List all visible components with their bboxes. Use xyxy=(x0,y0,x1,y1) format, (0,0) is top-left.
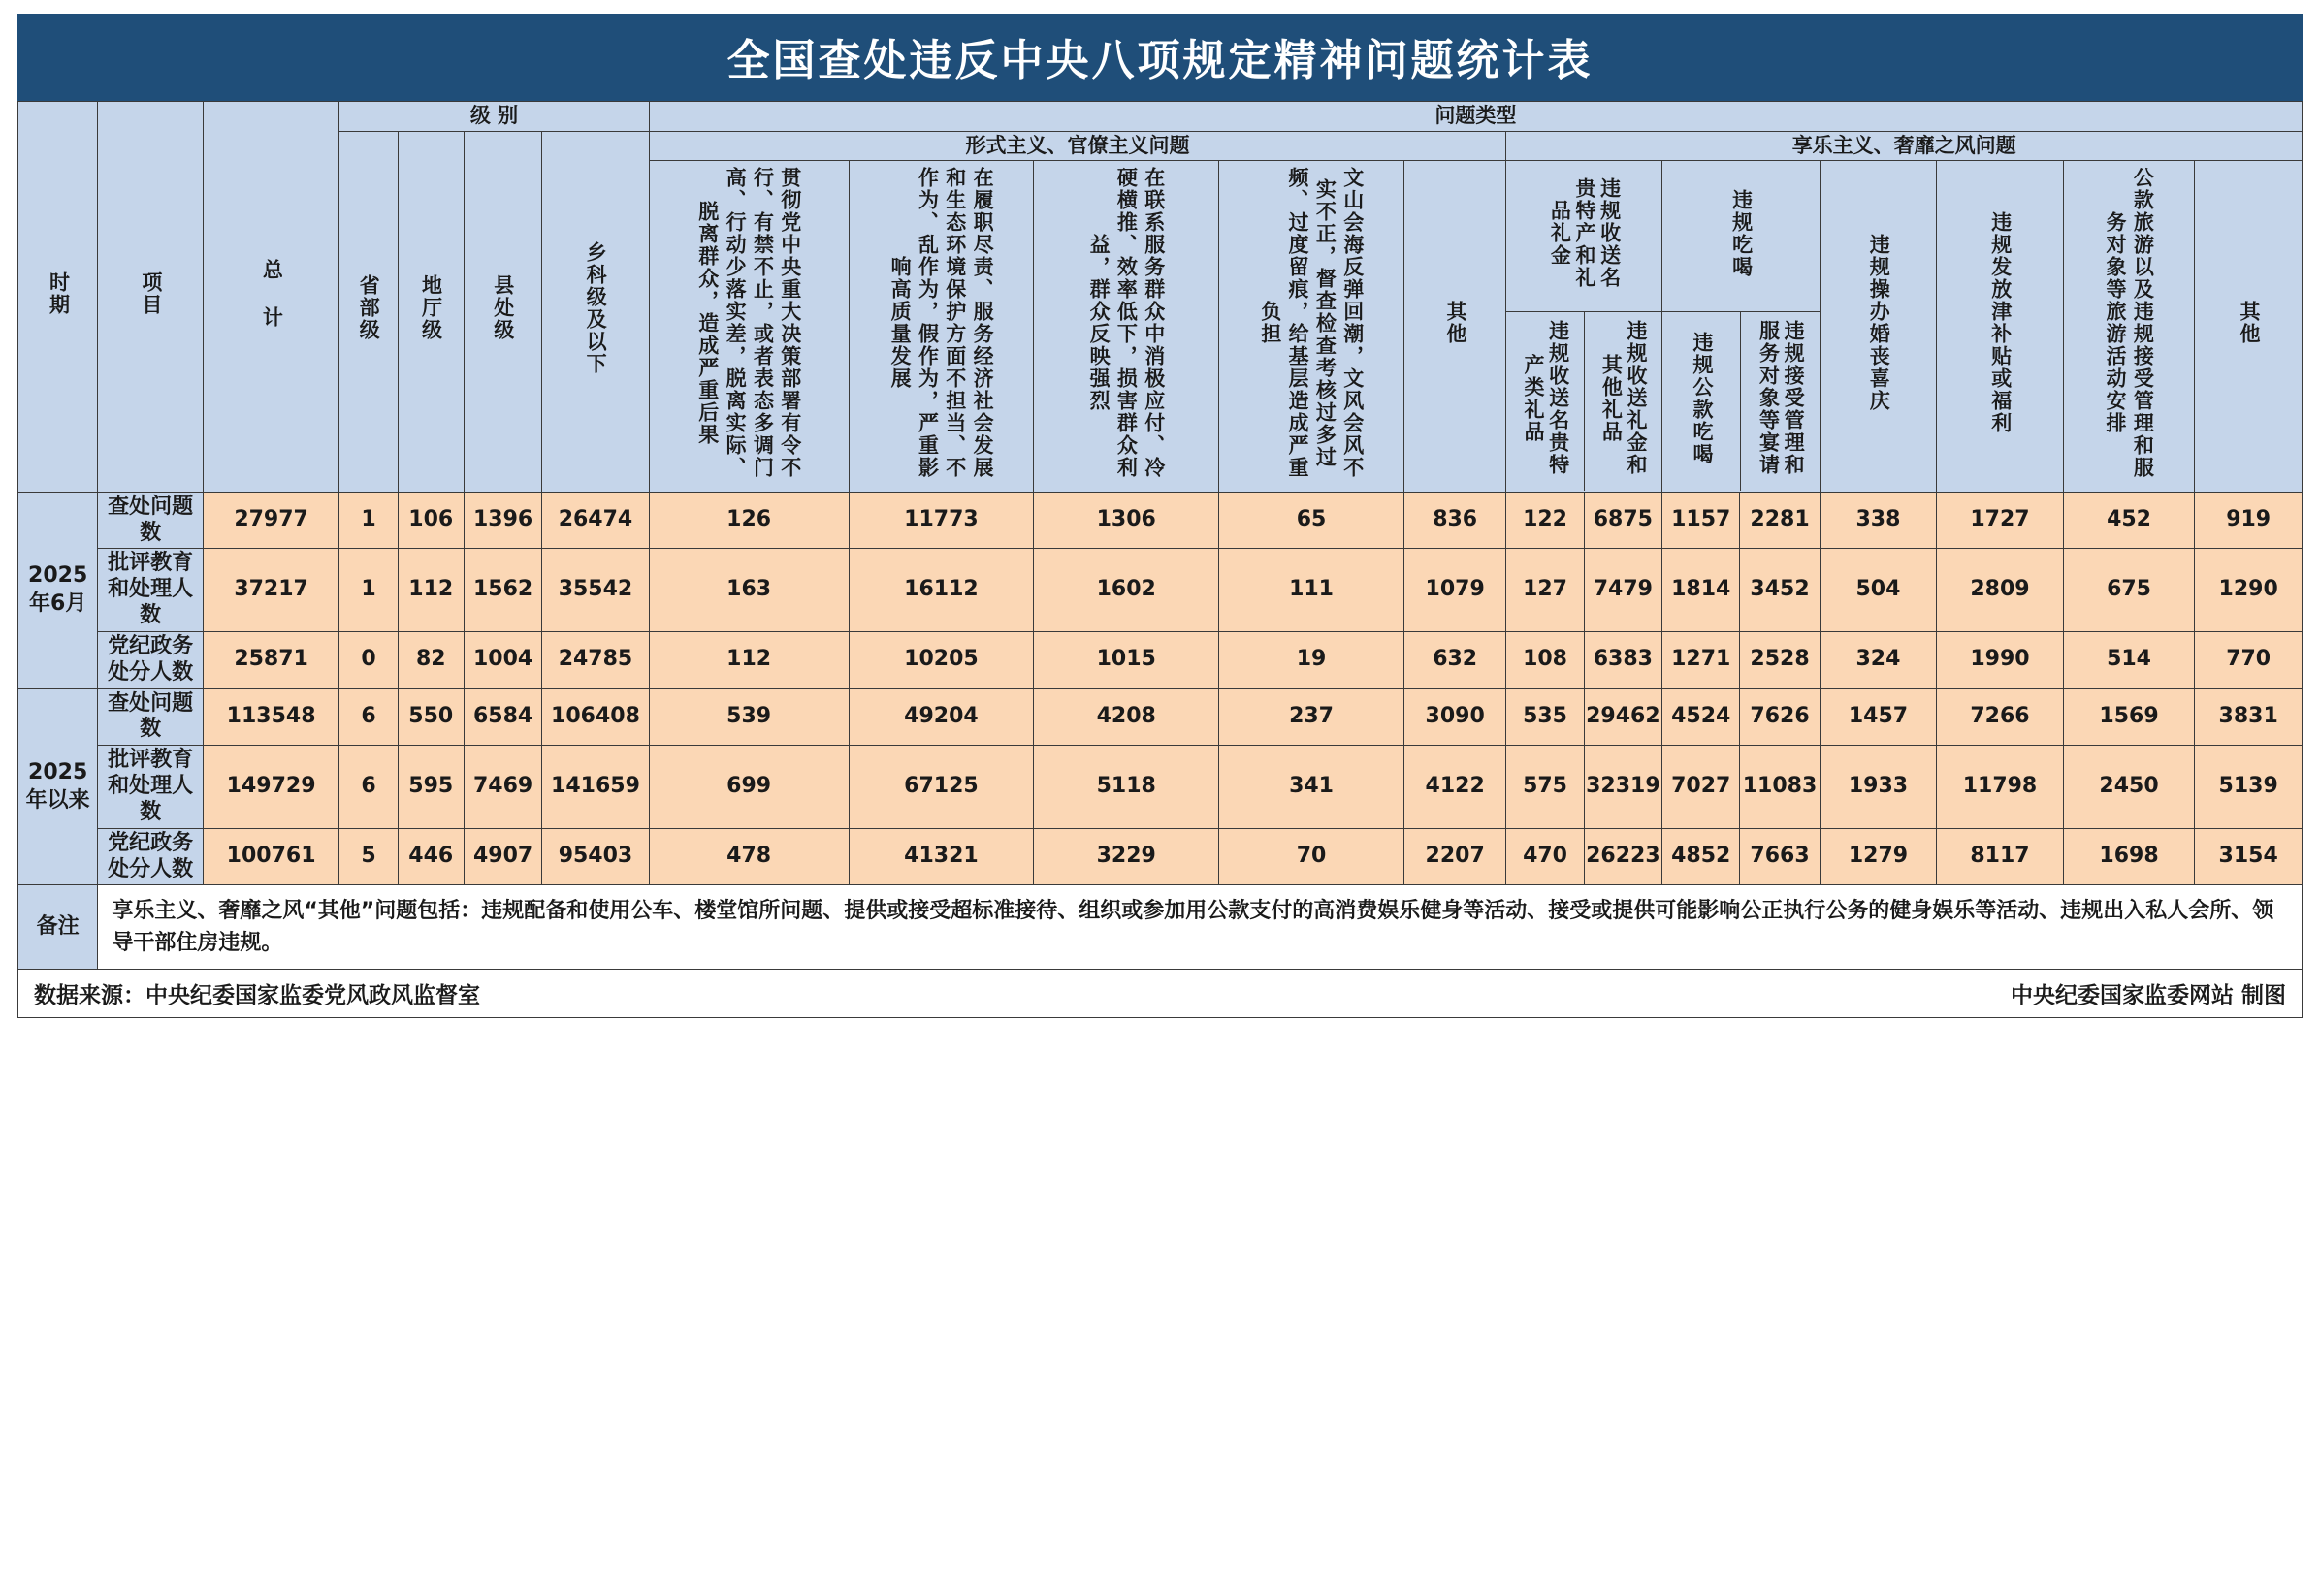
cell-formalism-other: 1079 xyxy=(1403,549,1505,631)
note-row xyxy=(18,885,2303,970)
cell-formalism-1: 163 xyxy=(649,549,849,631)
cell-hedonism-6: 11798 xyxy=(1937,746,2064,828)
header-hedonism-col-1 xyxy=(1506,312,1584,492)
footer xyxy=(17,970,2303,1018)
cell-hedonism-3: 1271 xyxy=(1662,631,1740,688)
header-hedonism-col-other-label: 其他 xyxy=(2237,301,2261,346)
cell-hedonism-1: 470 xyxy=(1506,828,1584,885)
cell-hedonism-3: 4852 xyxy=(1662,828,1740,885)
header-hedonism-col-5 xyxy=(1820,161,1937,493)
header-hedonism-col-7 xyxy=(2063,161,2195,493)
cell-level-diting: 550 xyxy=(398,688,464,746)
cell-formalism-4: 237 xyxy=(1219,688,1404,746)
header-hedonism-col-4-label: 违规接受管理和服务对象等宴请 xyxy=(1756,320,1806,477)
cell-level-sheng: 0 xyxy=(339,631,398,688)
header-hedonism-col-5-label: 违规操办婚丧喜庆 xyxy=(1867,234,1891,413)
cell-formalism-3: 1015 xyxy=(1034,631,1219,688)
header-hedonism-col-6-label: 违规发放津补贴或福利 xyxy=(1988,211,2013,435)
cell-total: 27977 xyxy=(203,492,339,549)
cell-hedonism-other: 1290 xyxy=(2195,549,2303,631)
cell-total: 113548 xyxy=(203,688,339,746)
cell-level-xianchu: 7469 xyxy=(464,746,541,828)
header-hedonism-col-1-label: 违规收送名贵特产类礼品 xyxy=(1522,320,1570,477)
cell-formalism-3: 1306 xyxy=(1034,492,1219,549)
cell-hedonism-1: 108 xyxy=(1506,631,1584,688)
cell-hedonism-5: 324 xyxy=(1820,631,1937,688)
cell-hedonism-7: 675 xyxy=(2063,549,2195,631)
row-label: 查处问题数 xyxy=(98,492,203,549)
header-hedonism-col-2 xyxy=(1584,312,1661,492)
header-formalism-col-1 xyxy=(649,161,849,493)
header-total xyxy=(203,102,339,493)
cell-formalism-other: 3090 xyxy=(1403,688,1505,746)
cell-hedonism-5: 338 xyxy=(1820,492,1937,549)
header-item-label: 项目 xyxy=(139,271,163,316)
cell-formalism-2: 11773 xyxy=(849,492,1034,549)
table-row xyxy=(18,746,2303,828)
header-formalism-col-1-label: 贯彻党中央重大决策部署有令不行、有禁不止，或者表态多调门高、行动少落实差，脱离实际、脱离群众，造成严重后果 xyxy=(693,163,803,483)
header-hedonism-col-2-label: 违规收送礼金和其他礼品 xyxy=(1599,320,1648,477)
row-period-2025-since xyxy=(18,688,98,885)
cell-level-sheng: 1 xyxy=(339,492,398,549)
cell-hedonism-4: 2281 xyxy=(1740,492,1820,549)
cell-hedonism-1: 575 xyxy=(1506,746,1584,828)
cell-hedonism-2: 29462 xyxy=(1584,688,1661,746)
cell-level-diting: 106 xyxy=(398,492,464,549)
cell-formalism-4: 19 xyxy=(1219,631,1404,688)
cell-level-xiangke: 106408 xyxy=(542,688,649,746)
cell-level-xiangke: 35542 xyxy=(542,549,649,631)
header-level-xiangke-label: 乡科级及以下 xyxy=(582,163,609,454)
cell-formalism-3: 5118 xyxy=(1034,746,1219,828)
row-period-2025-since-label: 2025年以来 xyxy=(25,759,90,813)
cell-formalism-4: 65 xyxy=(1219,492,1404,549)
cell-hedonism-7: 1569 xyxy=(2063,688,2195,746)
cell-hedonism-5: 1457 xyxy=(1820,688,1937,746)
header-hedonism-col-other xyxy=(2195,161,2303,493)
header-hedonism-col-7-label: 公款旅游以及违规接受管理和服务对象等旅游活动安排 xyxy=(2102,163,2157,483)
cell-hedonism-6: 8117 xyxy=(1937,828,2064,885)
cell-level-xiangke: 24785 xyxy=(542,631,649,688)
cell-formalism-1: 478 xyxy=(649,828,849,885)
cell-formalism-2: 10205 xyxy=(849,631,1034,688)
row-period-2025-06 xyxy=(18,492,98,688)
header-level-group: 级 别 xyxy=(339,102,649,132)
row-label: 批评教育和处理人数 xyxy=(98,549,203,631)
header-problem-type: 问题类型 xyxy=(649,102,2302,132)
header-formalism-col-4 xyxy=(1219,161,1404,493)
cell-level-diting: 595 xyxy=(398,746,464,828)
cell-formalism-4: 70 xyxy=(1219,828,1404,885)
header-group-hedonism: 享乐主义、奢靡之风问题 xyxy=(1506,131,2303,161)
header-formalism-col-2-label: 在履职尽责、服务经济社会发展和生态环境保护方面不担当、不作为、乱作为，假作为，严重影响高质量发展 xyxy=(886,163,996,483)
cell-hedonism-other: 770 xyxy=(2195,631,2303,688)
header-hedonism-gift-group xyxy=(1506,162,1661,312)
table-row xyxy=(18,492,2303,549)
cell-level-xianchu: 1396 xyxy=(464,492,541,549)
table-row xyxy=(18,549,2303,631)
cell-hedonism-1: 535 xyxy=(1506,688,1584,746)
cell-hedonism-2: 6383 xyxy=(1584,631,1661,688)
cell-formalism-3: 3229 xyxy=(1034,828,1219,885)
cell-hedonism-other: 3831 xyxy=(2195,688,2303,746)
cell-formalism-1: 539 xyxy=(649,688,849,746)
cell-total: 100761 xyxy=(203,828,339,885)
cell-hedonism-4: 7626 xyxy=(1740,688,1820,746)
cell-hedonism-4: 11083 xyxy=(1740,746,1820,828)
cell-level-xianchu: 6584 xyxy=(464,688,541,746)
cell-hedonism-2: 32319 xyxy=(1584,746,1661,828)
cell-formalism-other: 836 xyxy=(1403,492,1505,549)
cell-level-sheng: 1 xyxy=(339,549,398,631)
row-label: 党纪政务处分人数 xyxy=(98,828,203,885)
cell-hedonism-7: 1698 xyxy=(2063,828,2195,885)
header-hedonism-eat-group-label: 违规吃喝 xyxy=(1729,188,1754,278)
footer-source: 数据来源：中央纪委国家监委党风政风监督室 xyxy=(34,983,480,1009)
row-label: 查处问题数 xyxy=(98,688,203,746)
cell-hedonism-3: 1157 xyxy=(1662,492,1740,549)
cell-level-diting: 446 xyxy=(398,828,464,885)
cell-hedonism-7: 514 xyxy=(2063,631,2195,688)
note-label: 备注 xyxy=(18,885,98,970)
cell-hedonism-2: 26223 xyxy=(1584,828,1661,885)
cell-hedonism-6: 2809 xyxy=(1937,549,2064,631)
cell-formalism-3: 1602 xyxy=(1034,549,1219,631)
cell-level-xianchu: 4907 xyxy=(464,828,541,885)
header-formalism-col-other-label: 其他 xyxy=(1443,301,1467,346)
header-hedonism-gift-group-cell xyxy=(1506,161,1662,493)
cell-formalism-4: 341 xyxy=(1219,746,1404,828)
header-hedonism-col-6 xyxy=(1937,161,2064,493)
row-period-2025-06-label: 2025年6月 xyxy=(28,563,88,616)
cell-hedonism-5: 1933 xyxy=(1820,746,1937,828)
header-period xyxy=(18,102,98,493)
row-label: 党纪政务处分人数 xyxy=(98,631,203,688)
header-hedonism-gift-group-label: 违规收送名贵特产和礼品礼金 xyxy=(1548,177,1622,290)
cell-hedonism-7: 2450 xyxy=(2063,746,2195,828)
cell-level-xianchu: 1562 xyxy=(464,549,541,631)
header-formalism-col-2 xyxy=(849,161,1034,493)
cell-level-sheng: 5 xyxy=(339,828,398,885)
cell-hedonism-4: 7663 xyxy=(1740,828,1820,885)
cell-hedonism-other: 5139 xyxy=(2195,746,2303,828)
cell-hedonism-3: 4524 xyxy=(1662,688,1740,746)
header-formalism-col-other xyxy=(1403,161,1505,493)
note-text: 享乐主义、奢靡之风“其他”问题包括：违规配备和使用公车、楼堂馆所问题、提供或接受超标准接待、组织或参加用公款支付的高消费娱乐健身等活动、接受或提供可能影响公正执行公务的健身娱乐等活动、违规出入私人会所、领导干部住房违规。 xyxy=(98,885,2303,970)
cell-hedonism-5: 504 xyxy=(1820,549,1937,631)
cell-hedonism-7: 452 xyxy=(2063,492,2195,549)
cell-formalism-1: 112 xyxy=(649,631,849,688)
cell-hedonism-4: 2528 xyxy=(1740,631,1820,688)
cell-formalism-2: 49204 xyxy=(849,688,1034,746)
table-row xyxy=(18,688,2303,746)
cell-hedonism-3: 7027 xyxy=(1662,746,1740,828)
header-level-diting xyxy=(398,131,464,492)
cell-hedonism-other: 919 xyxy=(2195,492,2303,549)
cell-level-xiangke: 26474 xyxy=(542,492,649,549)
cell-hedonism-6: 7266 xyxy=(1937,688,2064,746)
header-group-formalism: 形式主义、官僚主义问题 xyxy=(649,131,1506,161)
cell-level-sheng: 6 xyxy=(339,688,398,746)
cell-hedonism-1: 127 xyxy=(1506,549,1584,631)
table-row xyxy=(18,828,2303,885)
cell-level-diting: 82 xyxy=(398,631,464,688)
cell-total: 25871 xyxy=(203,631,339,688)
cell-hedonism-6: 1990 xyxy=(1937,631,2064,688)
cell-hedonism-2: 7479 xyxy=(1584,549,1661,631)
page-title: 全国查处违反中央八项规定精神问题统计表 xyxy=(17,14,2303,101)
header-hedonism-col-3 xyxy=(1662,312,1741,492)
header-row-1 xyxy=(18,102,2303,132)
header-formalism-col-3 xyxy=(1034,161,1219,493)
header-level-diting-label: 地厅级 xyxy=(417,163,444,454)
table-row xyxy=(18,631,2303,688)
cell-total: 149729 xyxy=(203,746,339,828)
cell-level-diting: 112 xyxy=(398,549,464,631)
cell-hedonism-4: 3452 xyxy=(1740,549,1820,631)
cell-hedonism-3: 1814 xyxy=(1662,549,1740,631)
cell-level-xiangke: 95403 xyxy=(542,828,649,885)
header-period-label: 时期 xyxy=(47,271,71,316)
header-hedonism-eat-group-cell xyxy=(1662,161,1821,493)
header-level-sheng-label: 省部级 xyxy=(355,163,382,454)
header-total-label: 总 计 xyxy=(260,258,284,329)
header-level-xianchu xyxy=(464,131,541,492)
cell-formalism-2: 16112 xyxy=(849,549,1034,631)
header-row-2 xyxy=(18,131,2303,161)
cell-formalism-other: 632 xyxy=(1403,631,1505,688)
footer-producer: 中央纪委国家监委网站 制图 xyxy=(2010,983,2286,1009)
cell-formalism-other: 2207 xyxy=(1403,828,1505,885)
cell-hedonism-other: 3154 xyxy=(2195,828,2303,885)
cell-hedonism-2: 6875 xyxy=(1584,492,1661,549)
cell-formalism-other: 4122 xyxy=(1403,746,1505,828)
statistics-table xyxy=(17,101,2303,970)
cell-level-xiangke: 141659 xyxy=(542,746,649,828)
cell-formalism-2: 67125 xyxy=(849,746,1034,828)
cell-formalism-1: 699 xyxy=(649,746,849,828)
header-level-sheng xyxy=(339,131,398,492)
cell-level-xianchu: 1004 xyxy=(464,631,541,688)
header-hedonism-col-4 xyxy=(1741,312,1820,492)
cell-formalism-2: 41321 xyxy=(849,828,1034,885)
header-level-xianchu-label: 县处级 xyxy=(489,163,516,454)
cell-hedonism-5: 1279 xyxy=(1820,828,1937,885)
cell-level-sheng: 6 xyxy=(339,746,398,828)
header-formalism-col-4-label: 文山会海反弹回潮，文风会风不实不正，督查检查考核过多过频、过度留痕，给基层造成严重负担 xyxy=(1256,163,1366,483)
header-item xyxy=(98,102,203,493)
cell-formalism-4: 111 xyxy=(1219,549,1404,631)
header-hedonism-eat-group xyxy=(1662,162,1820,312)
cell-hedonism-6: 1727 xyxy=(1937,492,2064,549)
cell-hedonism-1: 122 xyxy=(1506,492,1584,549)
cell-total: 37217 xyxy=(203,549,339,631)
row-label: 批评教育和处理人数 xyxy=(98,746,203,828)
header-hedonism-col-3-label: 违规公款吃喝 xyxy=(1691,331,1714,465)
header-level-xiangke xyxy=(542,131,649,492)
cell-formalism-1: 126 xyxy=(649,492,849,549)
header-formalism-col-3-label: 在联系服务群众中消极应付、冷硬横推、效率低下，损害群众利益，群众反映强烈 xyxy=(1085,163,1168,483)
cell-formalism-3: 4208 xyxy=(1034,688,1219,746)
